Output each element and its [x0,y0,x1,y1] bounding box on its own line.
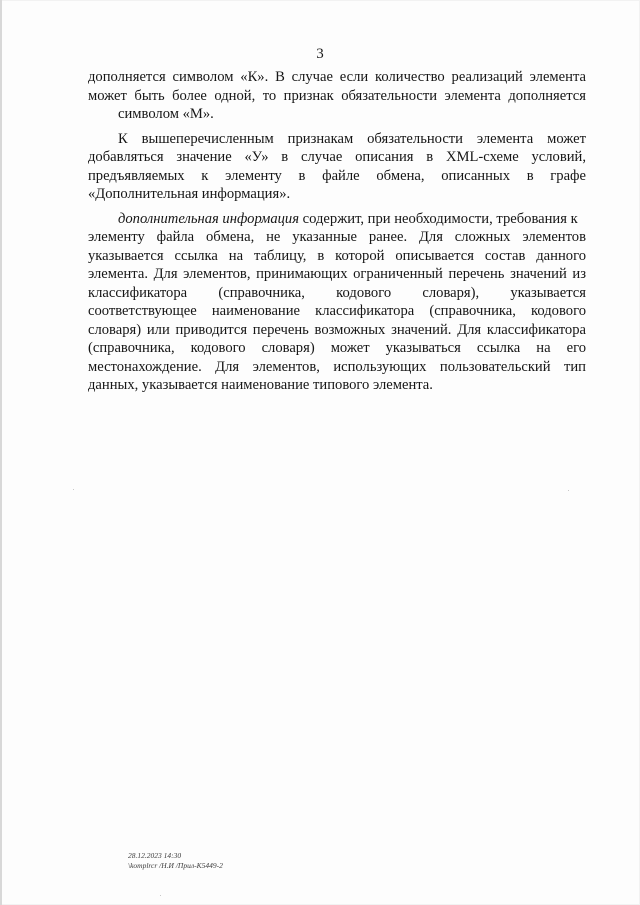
paragraph-3-line [88,210,586,229]
paragraph-3-line: соответствующее наименование классификатора (справочника, кодового [88,303,586,319]
footer-stamp [128,851,223,870]
scan-speck [160,895,161,896]
paragraph-2-line: «Дополнительная информация». [88,186,291,202]
scan-speck [568,490,569,491]
paragraph-3-line: элемента. Для элементов, принимающих ограниченный перечень значений из [88,266,586,282]
paragraph-1-line: дополняется символом «К». В случае если количество реализаций элемента [88,69,586,85]
paragraph-2-line: предъявляемых к элементу в файле обмена, описанных в графе [88,167,586,184]
scan-speck [73,489,74,490]
footer-stamp-date: 28.12.2023 14:30 [128,851,182,860]
paragraph-3-line: классификатора (справочника, кодового словаря), указывается [88,284,586,301]
footer-stamp-file: \komplrcr /Н.И /Прил-К5449-2 [128,860,223,870]
paragraph-1-line: может быть более одной, то признак обязательности элемента дополняется [88,87,586,104]
italic-term: дополнительная информация [118,210,299,227]
paragraph-3-line: словаря) или приводится перечень возможных значений. Для классификатора [88,321,586,338]
paragraph-3-line: указывается ссылка на таблицу, в которой описывается состав данного [88,247,586,264]
scan-edge [0,0,2,905]
document-body [88,68,586,395]
paragraph-3-line: (справочника, кодового словаря) может указываться ссылка на его [88,340,586,356]
page-number: 3 [316,46,324,62]
paragraph-3-line: данных, указывается наименование типового элемента. [88,377,433,393]
paragraph-2-line: К вышеперечисленным признакам обязательности элемента может [118,130,586,147]
paragraph-3-line: элементу файла обмена, не указанные ранее. Для сложных элементов [88,229,586,245]
paragraph-2-line: добавляться значение «У» в случае описания в XML-схеме условий, [88,149,586,165]
paragraph-1-line: символом «М». [118,106,214,122]
paragraph-3-line-rest: содержит, при необходимости, требования к [299,210,578,227]
paragraph-3-line: местонахождение. Для элементов, использующих пользовательский тип [88,358,586,375]
